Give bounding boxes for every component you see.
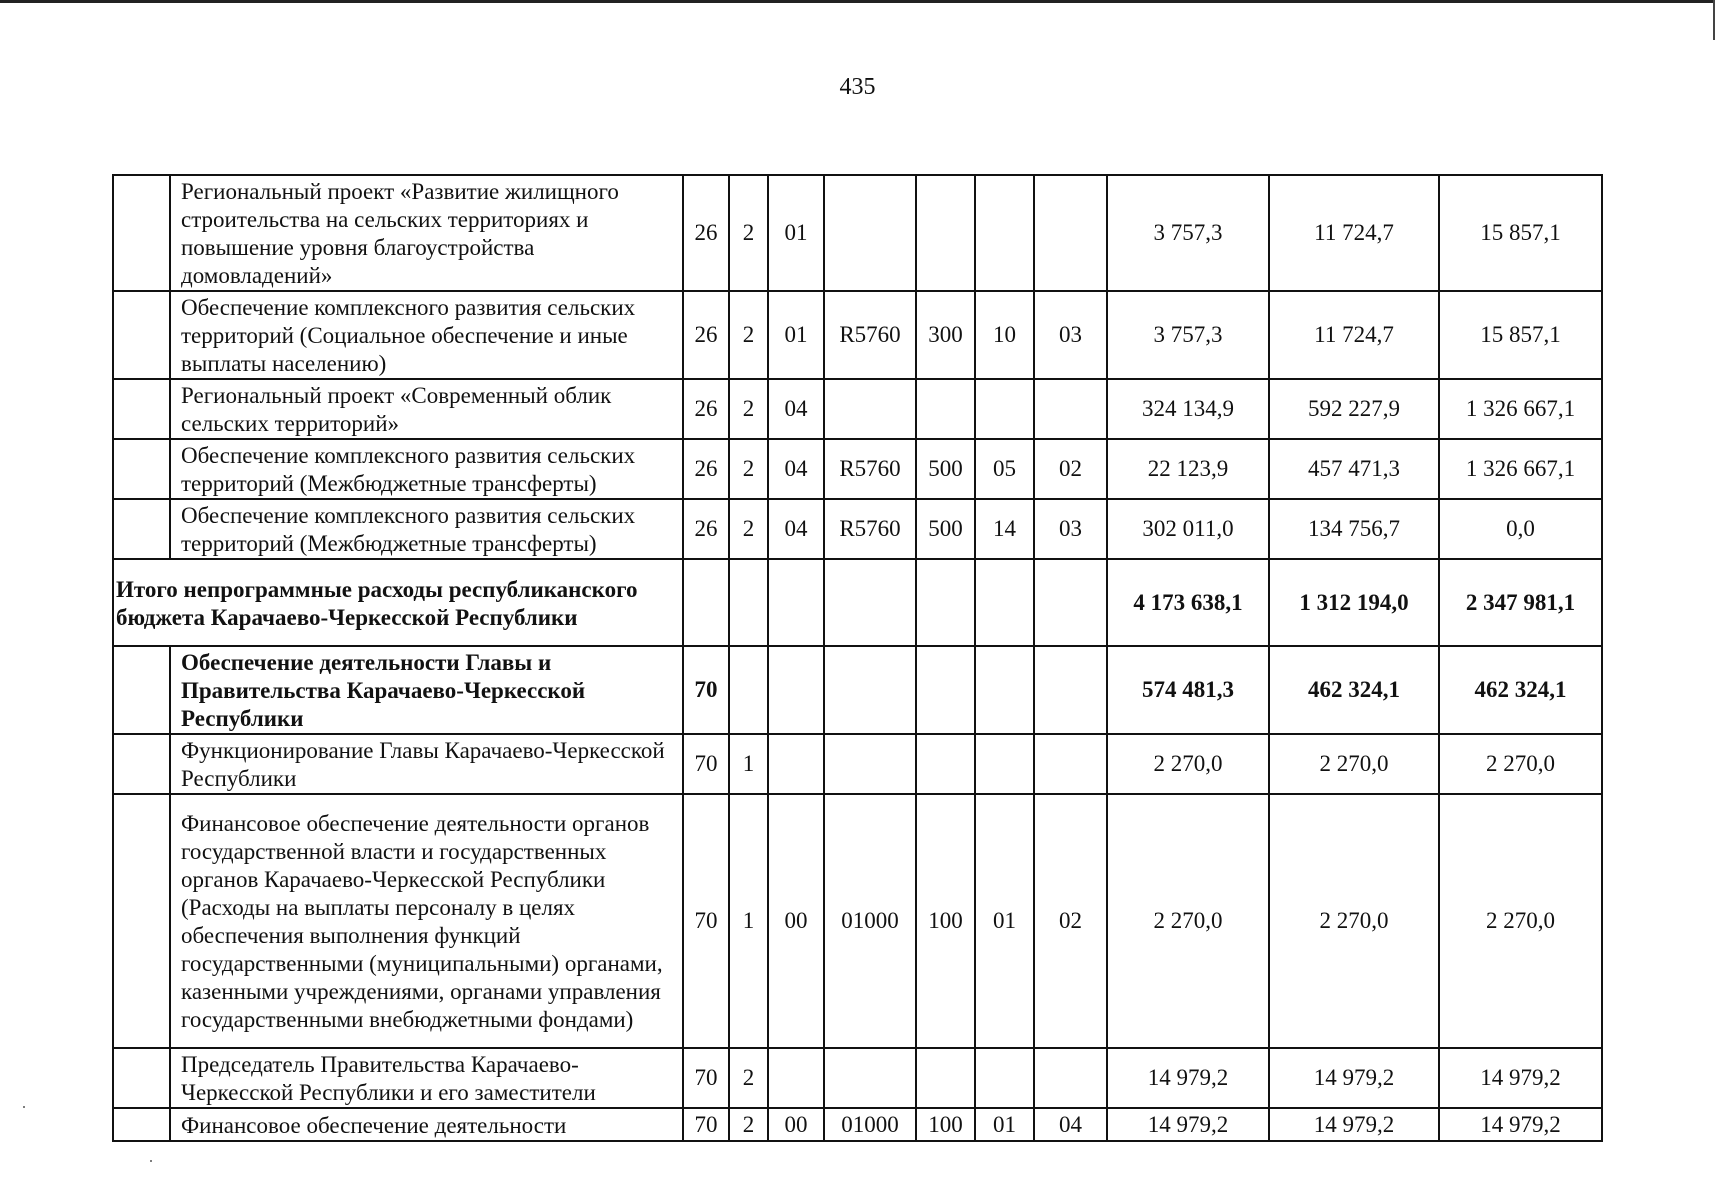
code-cell-c5: 500: [916, 499, 975, 559]
row-label: Функционирование Главы Карачаево-Черкесской Республики: [170, 734, 683, 794]
row-label: Финансовое обеспечение деятельности: [170, 1108, 683, 1141]
row-indent-cell: [113, 175, 170, 291]
code-cell-c5: [916, 646, 975, 734]
row-label: Обеспечение комплексного развития сельских территорий (Социальное обеспечение и иные выплаты населению): [170, 291, 683, 379]
code-cell-c1: 70: [683, 1108, 729, 1141]
code-cell-c6: [975, 1048, 1034, 1108]
scan-speck: [150, 1160, 152, 1162]
row-label: Обеспечение деятельности Главы и Правительства Карачаево-Черкесской Республики: [170, 646, 683, 734]
code-cell-c5: [916, 175, 975, 291]
row-label: Председатель Правительства Карачаево-Черкесской Республики и его заместители: [170, 1048, 683, 1108]
code-cell-c4: [824, 379, 916, 439]
amount-cell-v1: 3 757,3: [1107, 175, 1269, 291]
code-cell-c1: [683, 559, 729, 646]
table-row: [113, 794, 1602, 1048]
code-cell-c2: 2: [729, 175, 768, 291]
code-cell-c6: [975, 379, 1034, 439]
row-indent-cell: [113, 1048, 170, 1108]
code-cell-c4: [824, 559, 916, 646]
amount-cell-v3: 462 324,1: [1439, 646, 1602, 734]
amount-cell-v3: 2 270,0: [1439, 794, 1602, 1048]
table-row: [113, 646, 1602, 734]
amount-cell-v1: 3 757,3: [1107, 291, 1269, 379]
page-number: 435: [839, 74, 876, 100]
amount-cell-v1: 22 123,9: [1107, 439, 1269, 499]
code-cell-c5: 100: [916, 794, 975, 1048]
code-cell-c7: [1034, 646, 1107, 734]
amount-cell-v3: 2 270,0: [1439, 734, 1602, 794]
amount-cell-v2: 2 270,0: [1269, 734, 1439, 794]
code-cell-c1: 26: [683, 439, 729, 499]
amount-cell-v1: 574 481,3: [1107, 646, 1269, 734]
code-cell-c2: 2: [729, 379, 768, 439]
code-cell-c3: 01: [768, 175, 824, 291]
code-cell-c2: 2: [729, 439, 768, 499]
code-cell-c7: 03: [1034, 291, 1107, 379]
row-indent-cell: [113, 291, 170, 379]
amount-cell-v2: 134 756,7: [1269, 499, 1439, 559]
row-indent-cell: [113, 794, 170, 1048]
table-row: [113, 439, 1602, 499]
table-body: [113, 175, 1602, 1141]
code-cell-c5: [916, 1048, 975, 1108]
amount-cell-v3: 15 857,1: [1439, 175, 1602, 291]
code-cell-c1: 70: [683, 1048, 729, 1108]
code-cell-c6: 14: [975, 499, 1034, 559]
code-cell-c5: [916, 379, 975, 439]
code-cell-c3: [768, 1048, 824, 1108]
amount-cell-v1: 14 979,2: [1107, 1108, 1269, 1141]
amount-cell-v3: 14 979,2: [1439, 1048, 1602, 1108]
code-cell-c5: 300: [916, 291, 975, 379]
code-cell-c3: 04: [768, 499, 824, 559]
code-cell-c7: 02: [1034, 794, 1107, 1048]
table-row: [113, 559, 1602, 646]
amount-cell-v3: 0,0: [1439, 499, 1602, 559]
code-cell-c3: 00: [768, 1108, 824, 1141]
amount-cell-v1: 4 173 638,1: [1107, 559, 1269, 646]
row-indent-cell: [113, 499, 170, 559]
row-indent-cell: [113, 646, 170, 734]
code-cell-c4: 01000: [824, 794, 916, 1048]
code-cell-c4: R5760: [824, 439, 916, 499]
code-cell-c7: 03: [1034, 499, 1107, 559]
code-cell-c7: [1034, 559, 1107, 646]
code-cell-c6: [975, 734, 1034, 794]
code-cell-c1: 70: [683, 794, 729, 1048]
code-cell-c1: 70: [683, 646, 729, 734]
code-cell-c5: [916, 559, 975, 646]
table-row: [113, 734, 1602, 794]
amount-cell-v1: 324 134,9: [1107, 379, 1269, 439]
table-row: [113, 291, 1602, 379]
code-cell-c1: 26: [683, 291, 729, 379]
code-cell-c4: R5760: [824, 291, 916, 379]
amount-cell-v3: 1 326 667,1: [1439, 379, 1602, 439]
row-indent-cell: [113, 379, 170, 439]
amount-cell-v2: 11 724,7: [1269, 175, 1439, 291]
amount-cell-v2: 14 979,2: [1269, 1048, 1439, 1108]
code-cell-c1: 26: [683, 379, 729, 439]
code-cell-c2: 1: [729, 794, 768, 1048]
amount-cell-v1: 2 270,0: [1107, 794, 1269, 1048]
row-label: Итого непрограммные расходы республиканского бюджета Карачаево-Черкесской Республики: [113, 559, 683, 646]
amount-cell-v2: 457 471,3: [1269, 439, 1439, 499]
code-cell-c3: [768, 559, 824, 646]
amount-cell-v2: 11 724,7: [1269, 291, 1439, 379]
code-cell-c3: 01: [768, 291, 824, 379]
row-label: Обеспечение комплексного развития сельских территорий (Межбюджетные трансферты): [170, 499, 683, 559]
code-cell-c4: [824, 1048, 916, 1108]
code-cell-c2: 2: [729, 1048, 768, 1108]
code-cell-c3: 04: [768, 439, 824, 499]
code-cell-c2: [729, 559, 768, 646]
table-row: [113, 175, 1602, 291]
code-cell-c5: 100: [916, 1108, 975, 1141]
row-indent-cell: [113, 734, 170, 794]
code-cell-c7: [1034, 734, 1107, 794]
code-cell-c6: 01: [975, 1108, 1034, 1141]
amount-cell-v3: 15 857,1: [1439, 291, 1602, 379]
code-cell-c1: 26: [683, 499, 729, 559]
code-cell-c6: 01: [975, 794, 1034, 1048]
code-cell-c2: 2: [729, 1108, 768, 1141]
budget-table: [112, 174, 1603, 1142]
code-cell-c3: 00: [768, 794, 824, 1048]
code-cell-c6: [975, 175, 1034, 291]
code-cell-c7: 04: [1034, 1108, 1107, 1141]
code-cell-c3: [768, 646, 824, 734]
code-cell-c7: [1034, 1048, 1107, 1108]
code-cell-c7: [1034, 175, 1107, 291]
code-cell-c6: [975, 646, 1034, 734]
code-cell-c3: 04: [768, 379, 824, 439]
scan-edge-top: [0, 0, 1715, 3]
code-cell-c4: [824, 175, 916, 291]
row-indent-cell: [113, 439, 170, 499]
code-cell-c7: 02: [1034, 439, 1107, 499]
amount-cell-v2: 592 227,9: [1269, 379, 1439, 439]
code-cell-c3: [768, 734, 824, 794]
code-cell-c4: 01000: [824, 1108, 916, 1141]
code-cell-c6: 10: [975, 291, 1034, 379]
code-cell-c1: 26: [683, 175, 729, 291]
amount-cell-v1: 14 979,2: [1107, 1048, 1269, 1108]
code-cell-c2: 2: [729, 499, 768, 559]
amount-cell-v3: 2 347 981,1: [1439, 559, 1602, 646]
row-label: Обеспечение комплексного развития сельских территорий (Межбюджетные трансферты): [170, 439, 683, 499]
amount-cell-v3: 1 326 667,1: [1439, 439, 1602, 499]
code-cell-c4: [824, 646, 916, 734]
table-row: [113, 1108, 1602, 1141]
amount-cell-v1: 302 011,0: [1107, 499, 1269, 559]
code-cell-c4: R5760: [824, 499, 916, 559]
code-cell-c5: [916, 734, 975, 794]
row-label: Региональный проект «Развитие жилищного строительства на сельских территориях и повышение уровня благоустройства домовладений»: [170, 175, 683, 291]
code-cell-c6: 05: [975, 439, 1034, 499]
amount-cell-v3: 14 979,2: [1439, 1108, 1602, 1141]
amount-cell-v2: 14 979,2: [1269, 1108, 1439, 1141]
code-cell-c1: 70: [683, 734, 729, 794]
code-cell-c2: 1: [729, 734, 768, 794]
amount-cell-v2: 1 312 194,0: [1269, 559, 1439, 646]
row-label: Региональный проект «Современный облик сельских территорий»: [170, 379, 683, 439]
code-cell-c4: [824, 734, 916, 794]
amount-cell-v2: 462 324,1: [1269, 646, 1439, 734]
table-row: [113, 379, 1602, 439]
table-row: [113, 499, 1602, 559]
row-indent-cell: [113, 1108, 170, 1141]
code-cell-c5: 500: [916, 439, 975, 499]
table-row: [113, 1048, 1602, 1108]
scan-speck: [23, 1106, 25, 1108]
code-cell-c2: [729, 646, 768, 734]
row-label: Финансовое обеспечение деятельности органов государственной власти и государственных органов Карачаево-Черкесской Республики (Расходы на выплаты персоналу в целях обеспечения выполнения функций государственными (муниципальными) органами, казенными учреждениями, органами управления государственными внебюджетными фондами): [170, 794, 683, 1048]
code-cell-c7: [1034, 379, 1107, 439]
code-cell-c6: [975, 559, 1034, 646]
amount-cell-v1: 2 270,0: [1107, 734, 1269, 794]
code-cell-c2: 2: [729, 291, 768, 379]
amount-cell-v2: 2 270,0: [1269, 794, 1439, 1048]
